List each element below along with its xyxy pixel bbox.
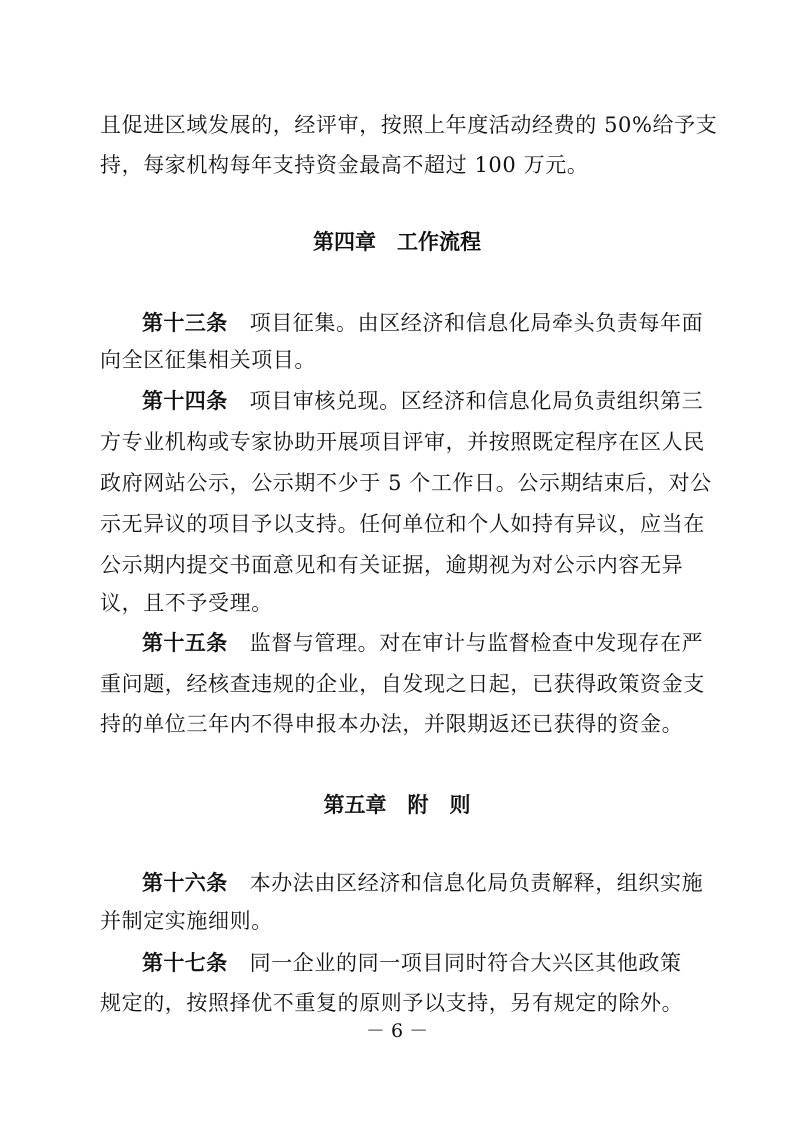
chapter-5-heading: 第五章 附 则: [323, 793, 471, 817]
article-14-label: 第十四条: [142, 389, 228, 413]
page-number: － 6 －: [365, 1020, 429, 1042]
chapter-4-heading: 第四章 工作流程: [313, 230, 481, 254]
article-17-line-2: 规定的，按照择优不重复的原则予以支持，另有规定的除外。: [100, 991, 684, 1015]
article-15-line-1: [142, 625, 704, 661]
article-14-line-4: 示无异议的项目予以支持。任何单位和个人如持有异议，应当在: [100, 512, 705, 536]
article-13-line-2: 向全区征集相关项目。: [100, 348, 316, 372]
article-17-label: 第十七条: [142, 951, 228, 975]
article-14-text-1: 项目审核兑现。区经济和信息化局负责组织第三: [249, 389, 704, 413]
article-14-line-6: 议，且不予受理。: [100, 591, 273, 615]
article-14-line-1: [142, 383, 704, 419]
article-17-text-1: 同一企业的同一项目同时符合大兴区其他政策: [249, 951, 682, 975]
article-17-line-1: [142, 945, 698, 981]
article-13-label: 第十三条: [142, 311, 228, 335]
intro-line-1: 且促进区域发展的，经评审，按照上年度活动经费的 50%给予支: [100, 113, 718, 137]
intro-line-2: 持，每家机构每年支持资金最高不超过 100 万元。: [100, 153, 589, 177]
article-15-text-1: 监督与管理。对在审计与监督检查中发现存在严: [249, 631, 704, 655]
article-15-line-2: 重问题，经核查违规的企业，自发现之日起，已获得政策资金支: [100, 672, 705, 696]
article-14-line-2: 方专业机构或专家协助开展项目评审，并按照既定程序在区人民: [100, 430, 705, 454]
article-15-line-3: 持的单位三年内不得申报本办法，并限期返还已获得的资金。: [100, 712, 684, 736]
article-16-label: 第十六条: [142, 871, 228, 895]
article-14-line-3: 政府网站公示，公示期不少于 5 个工作日。公示期结束后，对公: [100, 471, 712, 495]
article-14-line-5: 公示期内提交书面意见和有关证据，逾期视为对公示内容无异: [100, 553, 684, 577]
article-16-line-2: 并制定实施细则。: [100, 909, 273, 933]
article-13-line-1: [142, 305, 704, 341]
article-16-text-1: 本办法由区经济和信息化局负责解释，组织实施: [249, 871, 704, 895]
article-13-text-1: 项目征集。由区经济和信息化局牵头负责每年面: [249, 311, 704, 335]
article-15-label: 第十五条: [142, 631, 228, 655]
article-16-line-1: [142, 865, 704, 901]
